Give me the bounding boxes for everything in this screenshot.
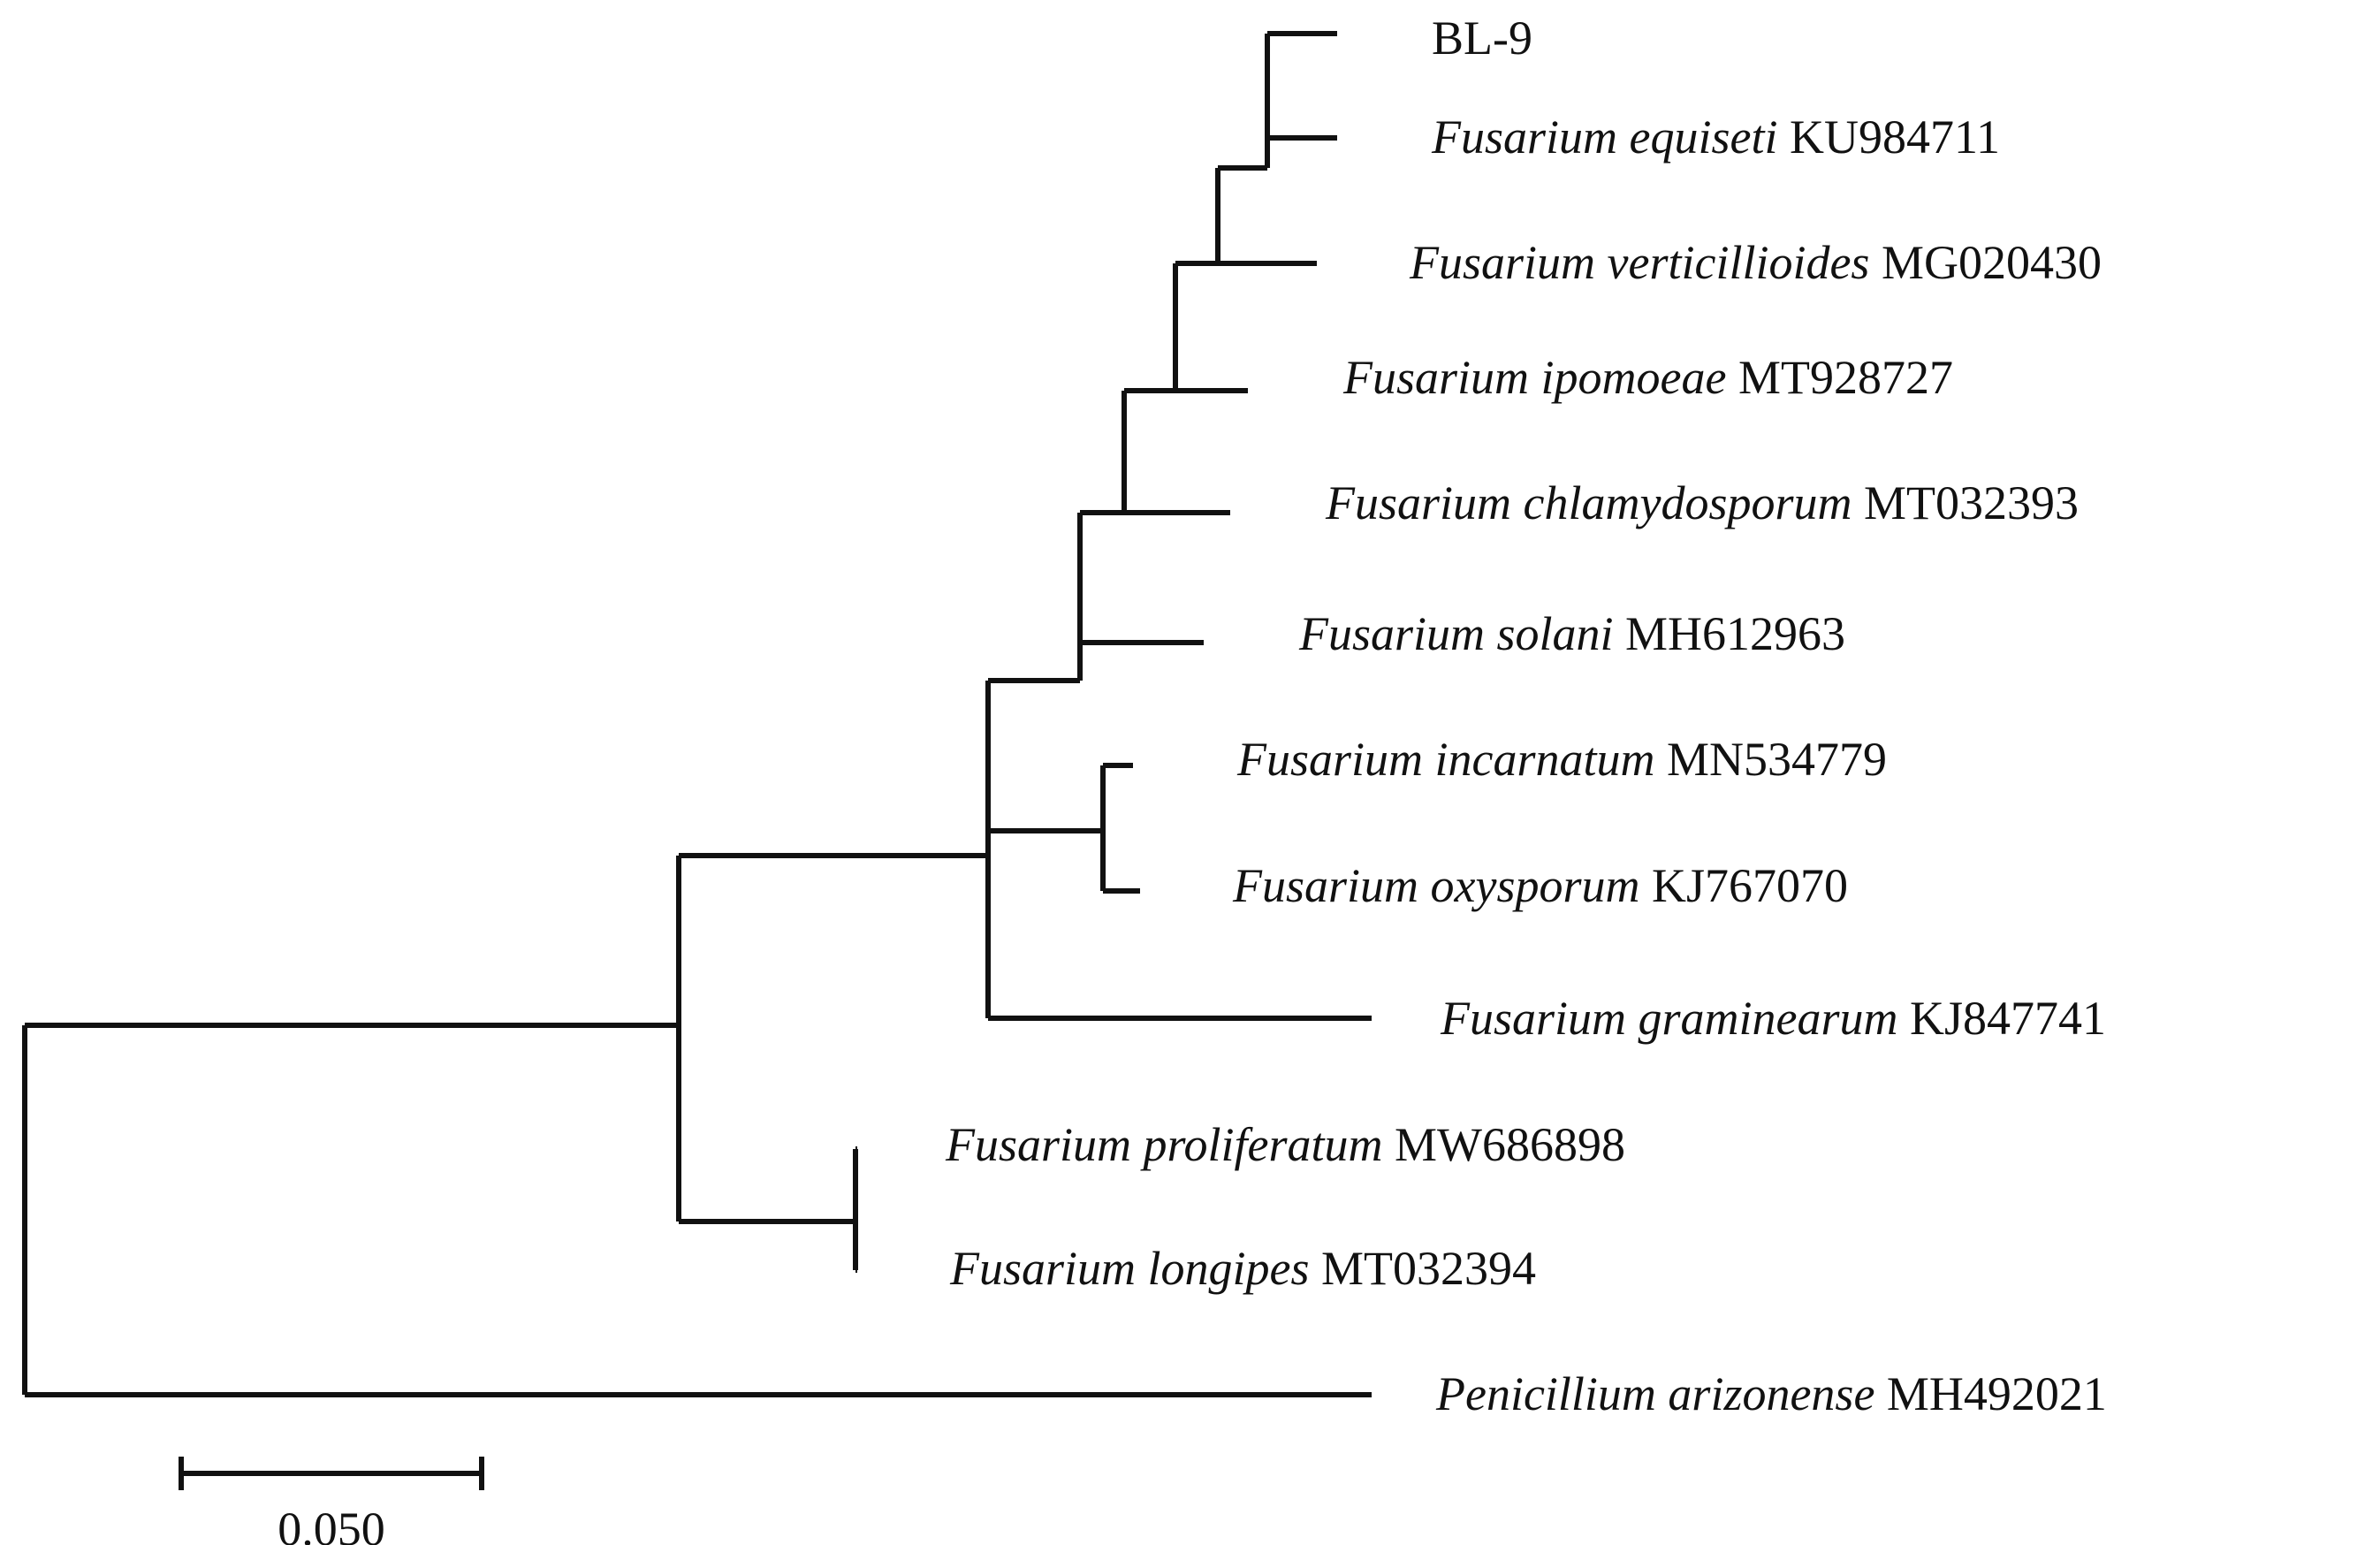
taxon-label-fusarium-ipomoeae	[1343, 351, 1953, 404]
taxon-name: Fusarium equiseti	[1432, 110, 1778, 164]
taxon-label-fusarium-longipes	[950, 1242, 1537, 1295]
taxon-accession: KU984711	[1777, 110, 2000, 164]
taxon-label-fusarium-solani	[1299, 607, 1846, 660]
taxon-accession: MT928727	[1726, 351, 1953, 404]
taxon-label-fusarium-equiseti	[1432, 110, 2000, 164]
taxon-accession: MT032393	[1852, 476, 2079, 529]
taxon-name: Fusarium incarnatum	[1237, 733, 1655, 786]
taxon-name: Fusarium proliferatum	[946, 1118, 1383, 1171]
taxon-label-fusarium-proliferatum	[946, 1118, 1626, 1171]
taxon-accession: MW686898	[1382, 1118, 1626, 1171]
taxon-name: BL-9	[1432, 11, 1532, 65]
taxon-accession: MH612963	[1613, 607, 1846, 660]
taxon-name: Fusarium longipes	[950, 1242, 1310, 1295]
taxon-name: Fusarium oxysporum	[1233, 859, 1640, 912]
taxon-accession: MH492021	[1874, 1367, 2107, 1420]
taxon-name: Fusarium graminearum	[1441, 992, 1898, 1045]
taxon-name: Fusarium chlamydosporum	[1326, 476, 1852, 529]
taxon-label-fusarium-oxysporum	[1233, 859, 1848, 912]
taxon-accession: MG020430	[1869, 236, 2102, 289]
taxon-name: Fusarium ipomoeae	[1343, 351, 1727, 404]
taxon-name: Fusarium verticillioides	[1410, 236, 1870, 289]
taxon-label-fusarium-incarnatum	[1237, 733, 1888, 786]
taxon-name: Fusarium solani	[1299, 607, 1614, 660]
taxon-label-bl-9	[1432, 11, 1532, 65]
taxon-label-penicillium-arizonense	[1436, 1367, 2107, 1420]
taxon-accession: MT032394	[1309, 1242, 1537, 1295]
taxon-accession: KJ767070	[1639, 859, 1848, 912]
scale-bar-label: 0.050	[278, 1503, 385, 1545]
taxon-label-fusarium-verticillioides	[1410, 236, 2102, 289]
taxon-label-fusarium-chlamydosporum	[1326, 476, 2079, 529]
taxon-accession: MN534779	[1654, 733, 1888, 786]
taxon-name: Penicillium arizonense	[1436, 1367, 1875, 1420]
taxon-accession: KJ847741	[1897, 992, 2107, 1045]
taxon-label-fusarium-graminearum	[1441, 992, 2107, 1045]
